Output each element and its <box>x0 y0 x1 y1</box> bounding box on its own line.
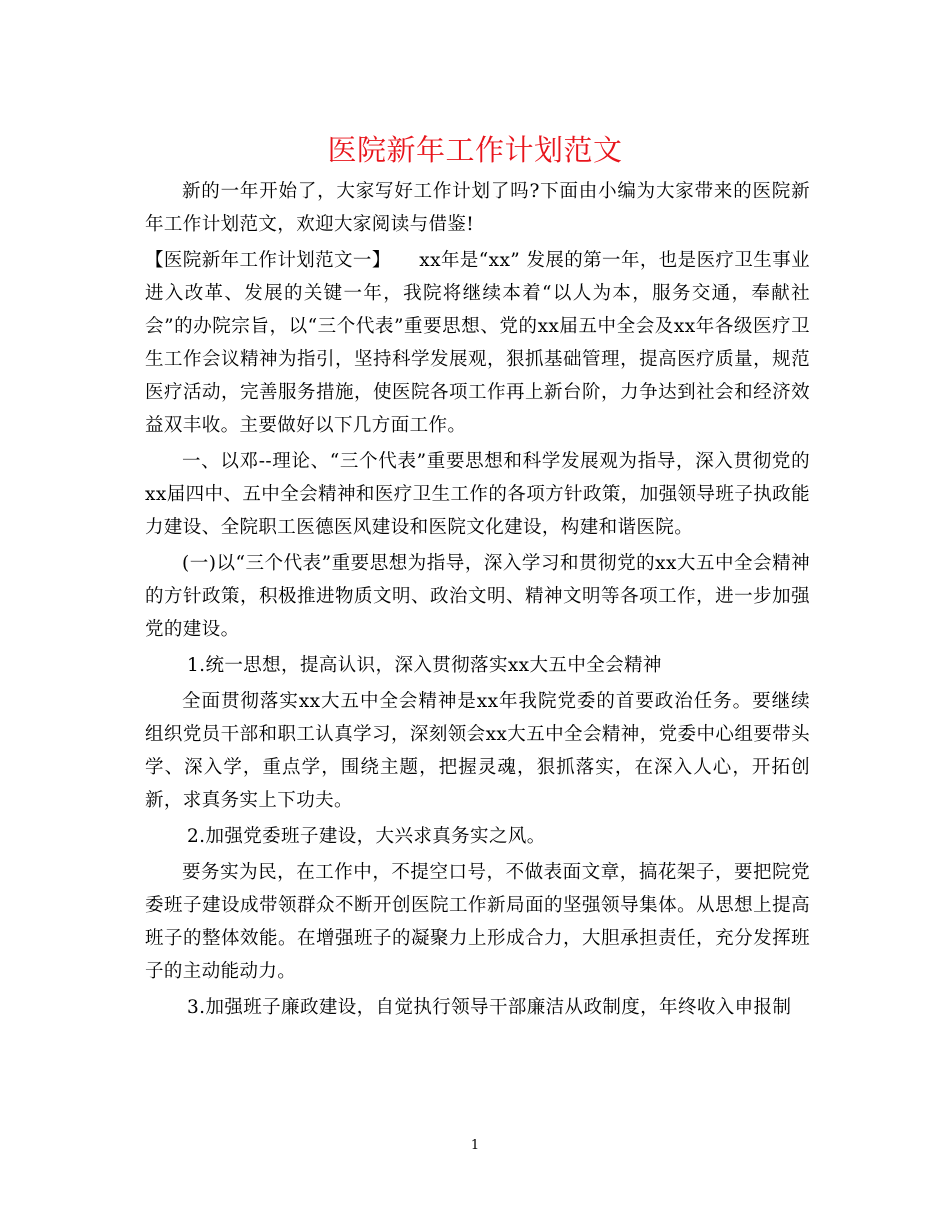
item-two-paragraph: 要务实为民，在工作中，不提空口号，不做表面文章，搞花架子，要把院党委班子建设成带领群众不断开创医院工作新局面的坚强领导集体。从思想上提高班子的整体效能。在增强班子的凝聚力上形成合力，大胆承担责任，充分发挥班子的主动能动力。 <box>145 862 810 982</box>
document-title: 医院新年工作计划范文 <box>327 133 623 167</box>
item-three-heading: 3.加强班子廉政建设，自觉执行领导干部廉洁从政制度，年终收入申报制 <box>187 997 792 1018</box>
document-body <box>145 175 810 1027</box>
section-one-paragraph: 【医院新年工作计划范文一】 xx年是“xx” 发展的第一年，也是医疗卫生事业进入改革、发展的关键一年，我院将继续本着“以人为本，服务交通，奉献社会”的办院宗旨，以“三个代表”重要思想、党的xx届五中全会及xx年各级医疗卫生工作会议精神为指引，坚持科学发展观，狠抓基础管理，提高医疗质量，规范医疗活动，完善服务措施，使医院各项工作再上新台阶，力争达到社会和经济效益双丰收。主要做好以下几方面工作。 <box>145 250 810 436</box>
item-one-heading: 1.统一思想，提高认识，深入贯彻落实xx大五中全会精神 <box>187 655 662 676</box>
page-number: 1 <box>470 1138 480 1153</box>
intro-paragraph: 新的一年开始了，大家写好工作计划了吗?下面由小编为大家带来的医院新年工作计划范文，欢迎大家阅读与借鉴! <box>145 181 810 235</box>
item-two-heading: 2.加强党委班子建设，大兴求真务实之风。 <box>187 826 546 847</box>
heading-one-paragraph: 一、以邓--理论、“三个代表”重要思想和科学发展观为指导，深入贯彻党的xx届四中、五中全会精神和医疗卫生工作的各项方针政策，加强领导班子执政能力建设、全院职工医德医风建设和医院文化建设，构建和谐医院。 <box>145 451 810 538</box>
item-one-paragraph: 全面贯彻落实xx大五中全会精神是xx年我院党委的首要政治任务。要继续组织党员干部和职工认真学习，深刻领会xx大五中全会精神，党委中心组要带头学、深入学，重点学，围绕主题，把握灵魂，狠抓落实，在深入人心，开拓创新，求真务实上下功夫。 <box>145 691 810 811</box>
subheading-one-paragraph: (一)以“三个代表”重要思想为指导，深入学习和贯彻党的xx大五中全会精神的方针政策，积极推进物质文明、政治文明、精神文明等各项工作，进一步加强党的建设。 <box>145 553 810 640</box>
